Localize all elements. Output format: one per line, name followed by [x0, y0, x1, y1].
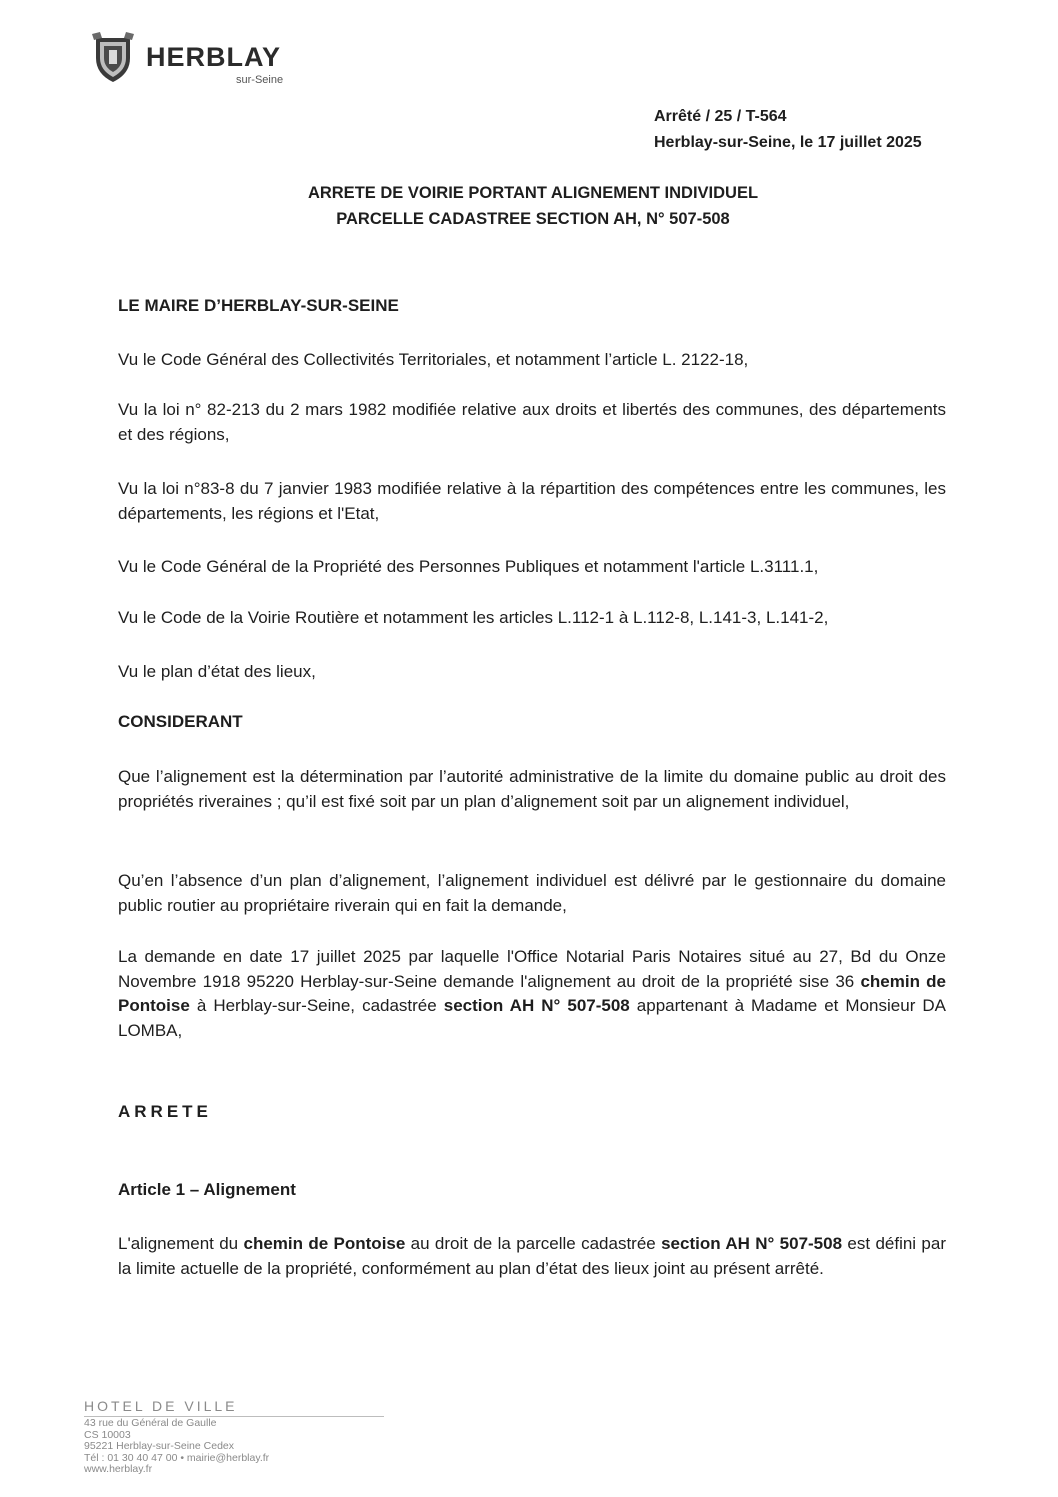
demande-text: appartenant à Madame et Monsieur DA LOMBA,: [118, 996, 947, 1040]
vu-clause-4: Vu le Code Général de la Propriété des Personnes Publiques et notamment l'article L.3111.1,: [118, 557, 819, 576]
maire-heading: LE MAIRE D’HERBLAY-SUR-SEINE: [118, 296, 399, 315]
article-text: est défini par la limite actuelle de la propriété, conformément au plan d’état des lieux joint au présent arrêté.: [118, 1234, 947, 1278]
street-name: chemin de Pontoise: [118, 971, 946, 1015]
demande-text: à Herblay-sur-Seine, cadastrée: [189, 996, 444, 1015]
footer-title: HOTEL DE VILLE: [84, 1398, 238, 1414]
considerant-paragraph-3: [118, 945, 946, 1043]
article-text: L'alignement du: [118, 1234, 244, 1253]
footer-address: [84, 1398, 394, 1476]
vu-clause-6: Vu le plan d’état des lieux,: [118, 662, 316, 681]
vu-clause-3: Vu la loi n°83-8 du 7 janvier 1983 modifiée relative à la répartition des compétences entre les communes, les départements, les régions et l'Etat,: [118, 479, 946, 523]
parcel-reference: section AH N° 507-508: [661, 1234, 843, 1253]
considerant-heading: CONSIDERANT: [118, 712, 243, 731]
footer-cs: CS 10003: [84, 1428, 131, 1441]
coat-of-arms-icon: [88, 30, 138, 84]
vu-clause-5: Vu le Code de la Voirie Routière et notamment les articles L.112-1 à L.112-8, L.141-3, L.141-2,: [118, 608, 829, 627]
demande-text: La demande en date 17 juillet 2025 par laquelle l'Office Notarial Paris Notaires situé au 27, Bd du Onze Novembre 1918 95220 Herblay-sur-Seine demande l'alignement au droit de la propriété sise 36: [118, 947, 946, 991]
considerant-paragraph-2: Qu’en l’absence d’un plan d’alignement, l’alignement individuel est délivré par le gestionnaire du domaine public routier au propriétaire riverain qui en fait la demande,: [118, 871, 946, 915]
logo-name: HERBLAY: [146, 42, 282, 72]
article-text: au droit de la parcelle cadastrée: [405, 1234, 662, 1253]
municipal-logo: [88, 30, 308, 96]
title-line-2: PARCELLE CADASTREE SECTION AH, N° 507-508: [336, 210, 730, 228]
place-date: Herblay-sur-Seine, le 17 juillet 2025: [654, 134, 922, 151]
logo-subtitle: sur-Seine: [236, 74, 284, 86]
document-title: [118, 180, 948, 232]
footer-contact: Tél : 01 30 40 47 00 • mairie@herblay.fr: [84, 1451, 270, 1464]
article-1-body: [118, 1232, 946, 1281]
arrete-number: Arrêté / 25 / T-564: [654, 108, 787, 125]
footer-street: 43 rue du Général de Gaulle: [84, 1417, 217, 1429]
vu-clause-2: Vu la loi n° 82-213 du 2 mars 1982 modifiée relative aux droits et libertés des communes, des départements et des régions,: [118, 400, 946, 444]
footer-website: www.herblay.fr: [84, 1463, 153, 1475]
arrete-heading: ARRETE: [118, 1102, 212, 1121]
footer-city: 95221 Herblay-sur-Seine Cedex: [84, 1440, 234, 1452]
reference-block: [654, 104, 922, 156]
considerant-paragraph-1: Que l’alignement est la détermination par l’autorité administrative de la limite du domaine public au droit des propriétés riveraines ; qu’il est fixé soit par un plan d’alignement soit par un alignement individuel,: [118, 767, 946, 811]
title-line-1: ARRETE DE VOIRIE PORTANT ALIGNEMENT INDIVIDUEL: [307, 184, 759, 202]
parcel-reference: section AH N° 507-508: [443, 996, 630, 1015]
vu-clause-1: Vu le Code Général des Collectivités Territoriales, et notamment l’article L. 2122-18,: [118, 350, 749, 369]
article-1-heading: Article 1 – Alignement: [118, 1180, 296, 1199]
street-name: chemin de Pontoise: [243, 1234, 406, 1253]
